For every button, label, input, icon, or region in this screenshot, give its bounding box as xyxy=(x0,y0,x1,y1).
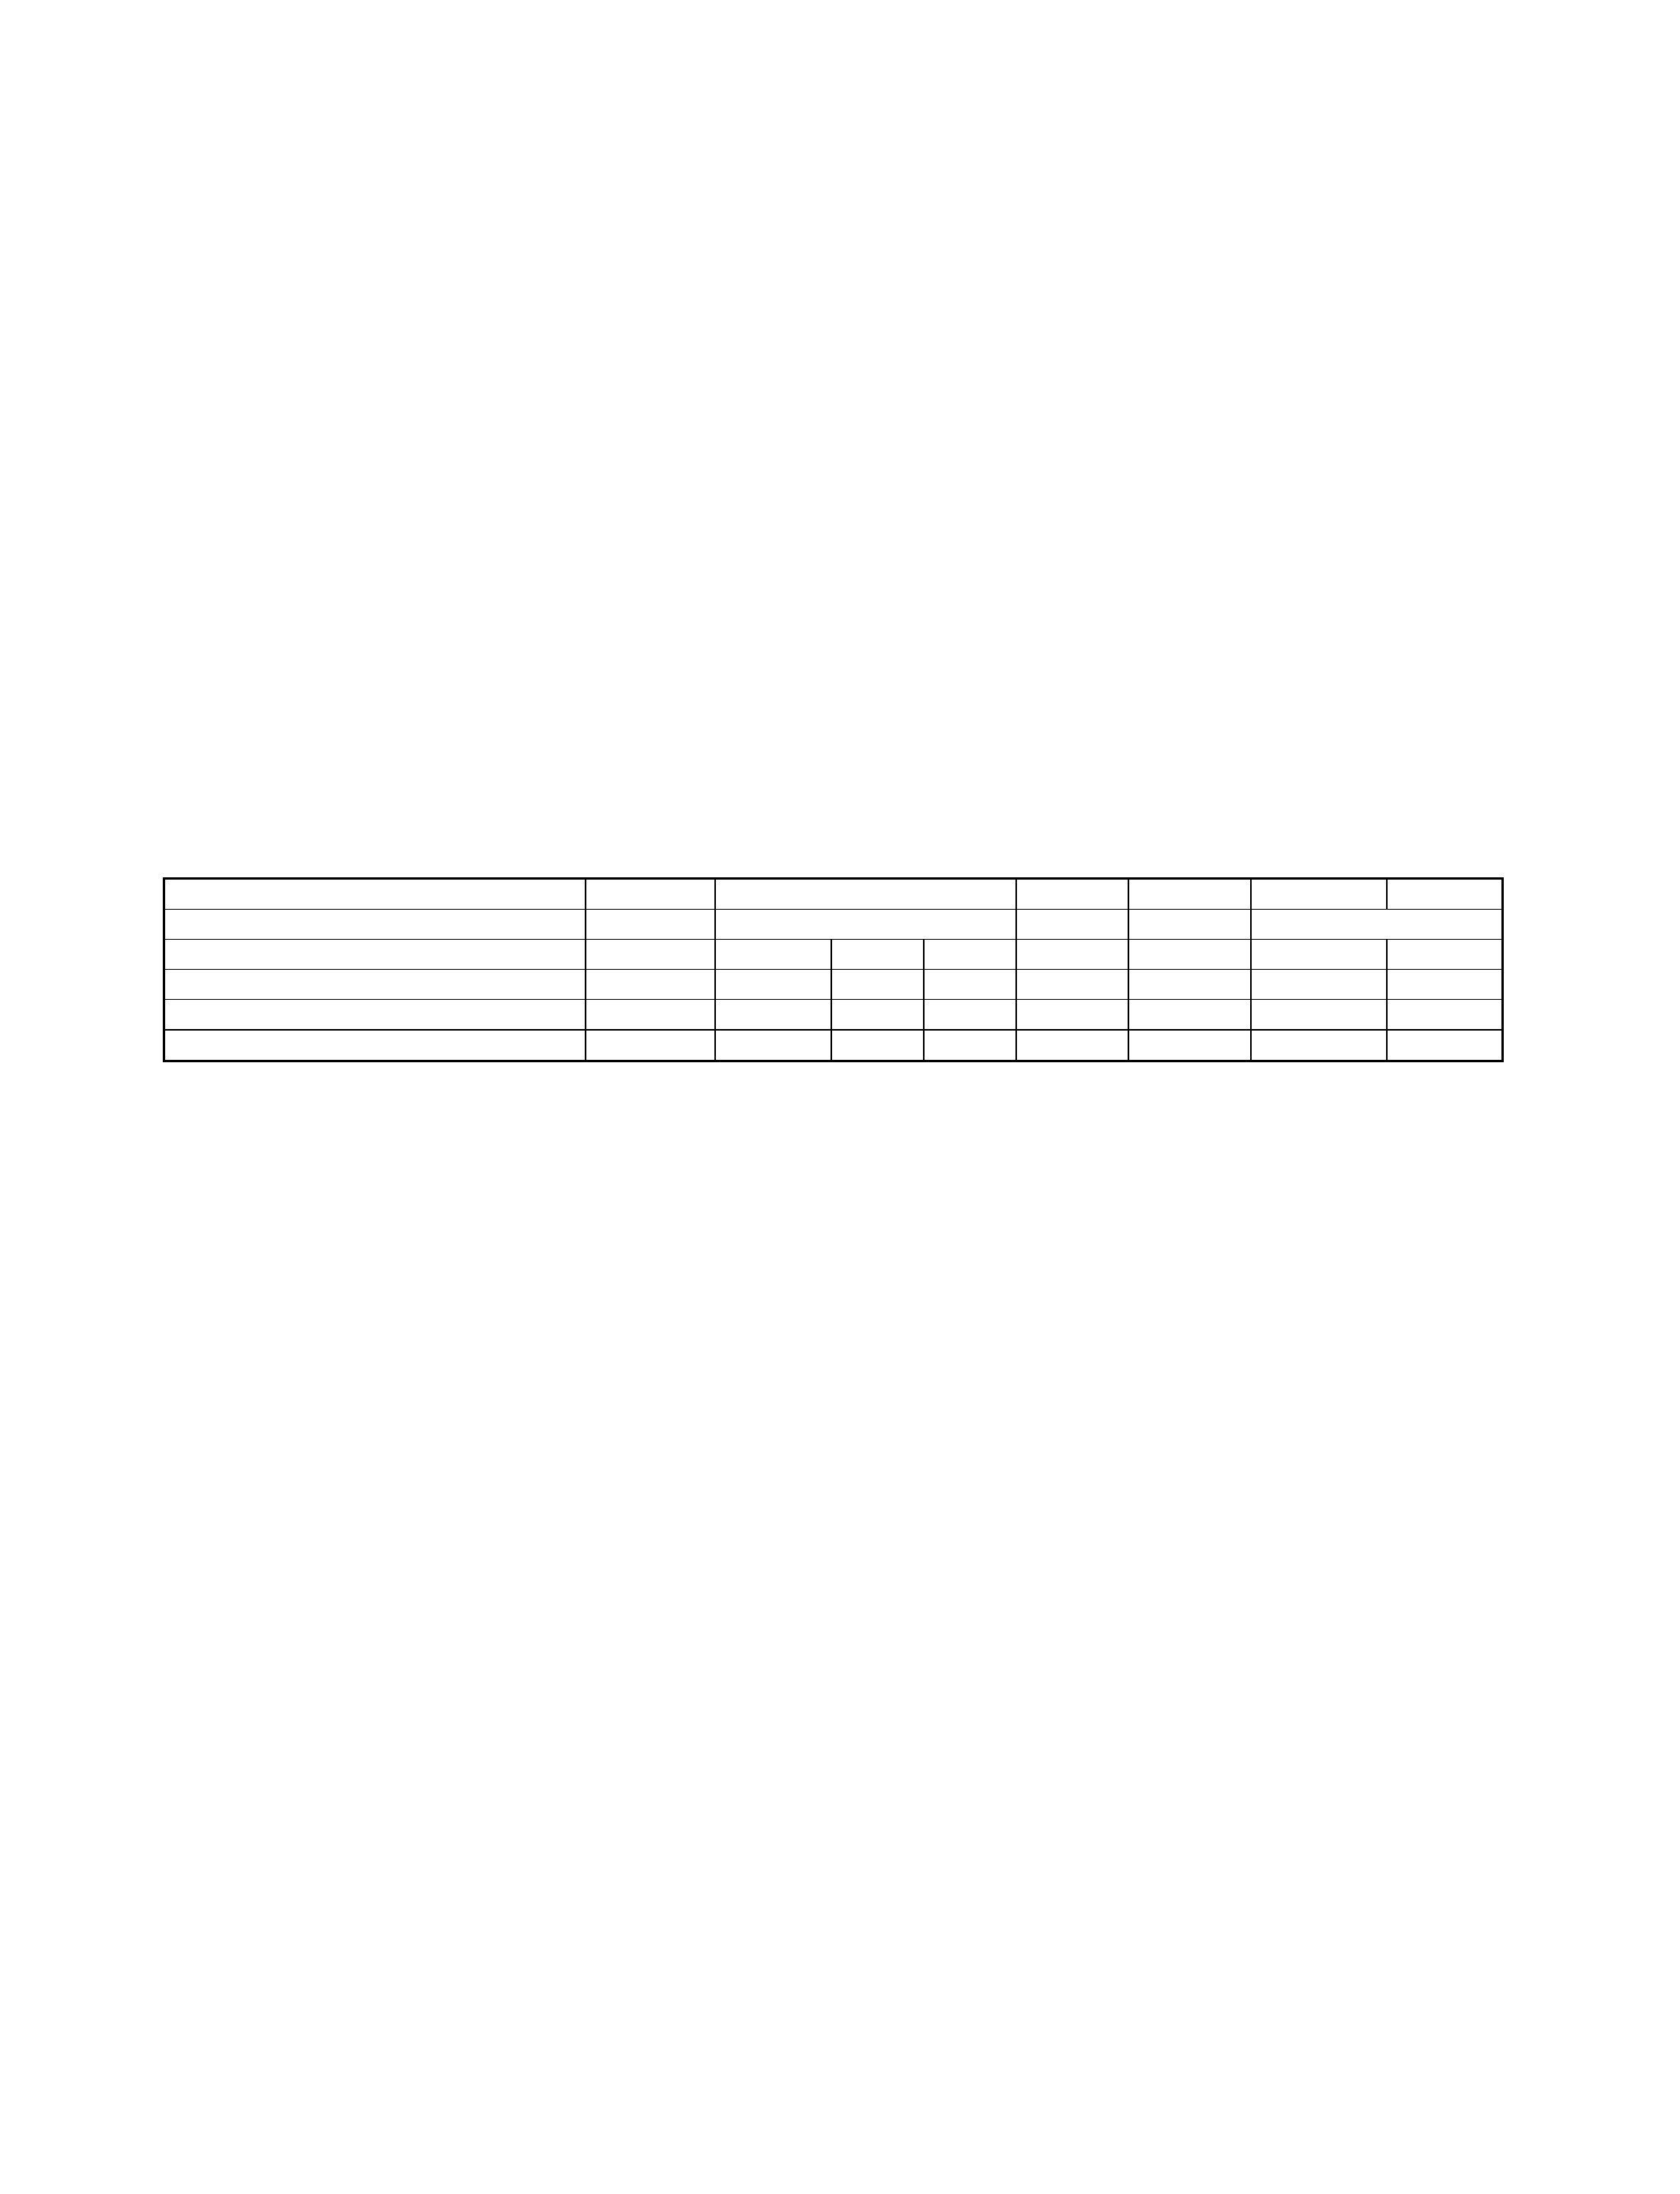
header-correcciones-1 xyxy=(1128,879,1251,910)
header-correcciones-3 xyxy=(1128,940,1251,970)
total-label xyxy=(164,1030,586,1061)
table-header-row-5 xyxy=(164,1000,1503,1031)
header-descripcion xyxy=(164,940,586,970)
table-total-row xyxy=(164,1030,1503,1061)
header-aumento-2 xyxy=(715,910,1016,940)
header-correcciones-4 xyxy=(1128,970,1251,1000)
header-entradas xyxy=(715,940,831,970)
header-disminucion-2 xyxy=(1016,910,1128,940)
total-saldo-final xyxy=(1387,1030,1503,1061)
header-aumento-1 xyxy=(715,879,1016,910)
table-header-row-4 xyxy=(164,970,1503,1000)
total-saldo-inicial xyxy=(586,1030,715,1061)
header-aumento-3 xyxy=(831,940,924,970)
header-saldo-final xyxy=(1387,940,1503,970)
header-disminucion-1 xyxy=(1016,879,1128,910)
total-amortizaciones xyxy=(1251,1030,1387,1061)
total-salidas xyxy=(924,1030,1016,1061)
header-correcciones-2 xyxy=(1128,910,1251,940)
total-disminucion xyxy=(1016,1030,1128,1061)
table-header-row-2 xyxy=(164,910,1503,940)
intangible-assets-table xyxy=(163,877,1504,1062)
header-disminucion-3 xyxy=(1016,940,1128,970)
table-header-row-1 xyxy=(164,879,1503,910)
header-saldo-inicial xyxy=(586,940,715,970)
header-disminucion-4 xyxy=(1016,970,1128,1000)
total-correcciones xyxy=(1128,1030,1251,1061)
header-correcciones-5 xyxy=(1128,1000,1251,1031)
header-amortizaciones-1 xyxy=(1251,910,1503,940)
total-entradas xyxy=(715,1030,831,1061)
header-salidas xyxy=(924,940,1016,970)
table-header-row-3 xyxy=(164,940,1503,970)
header-aumento-4 xyxy=(831,970,924,1000)
total-aumento xyxy=(831,1030,924,1061)
header-amortizaciones-2 xyxy=(1251,940,1387,970)
